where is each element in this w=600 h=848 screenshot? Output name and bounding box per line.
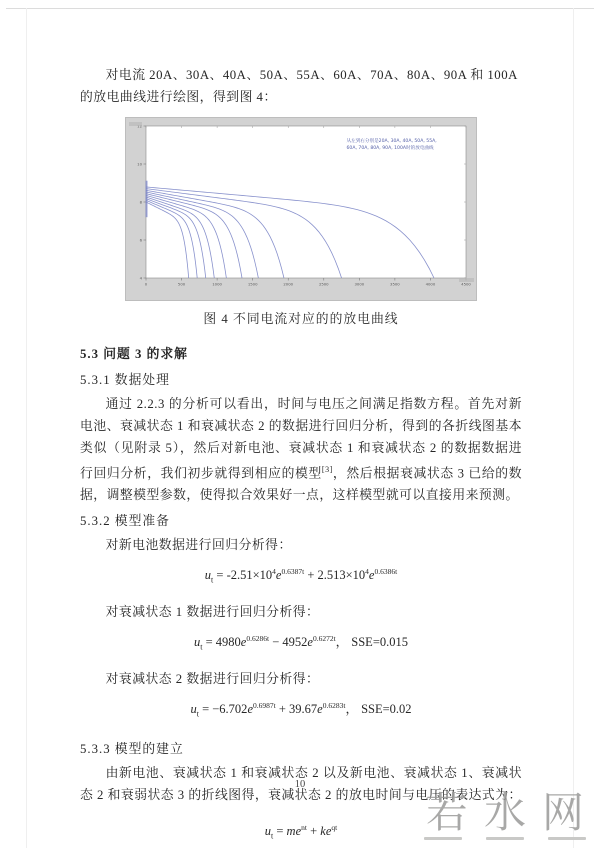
svg-text:2000: 2000 [283, 281, 294, 287]
svg-text:2500: 2500 [318, 281, 329, 287]
scan-edge [26, 8, 27, 848]
svg-text:1500: 1500 [247, 281, 258, 287]
svg-text:4000: 4000 [425, 281, 436, 287]
equation-state-1: $u_t = 4980e^{0.6286t} - 4952e^{0.6272t}$， SSE=0.015 [193, 633, 408, 652]
svg-text:3000: 3000 [354, 281, 365, 287]
svg-text:1000: 1000 [212, 281, 222, 287]
equation-new-battery: $u_t = -2.51\times 10^4e^{0.6387t} + 2.513\times 10^4e^{0.6386t}$ [204, 567, 398, 585]
figure-4 [125, 117, 477, 327]
scan-edge [6, 8, 594, 9]
figure-caption: 图 4 不同电流对应的的放电曲线 [203, 312, 399, 326]
svg-text:4500: 4500 [461, 281, 471, 287]
svg-text:6: 6 [139, 237, 142, 243]
page-number: 10 [294, 779, 306, 790]
regression-lead-state-1: 对衰减状态 1 数据进行回归分析得： [105, 604, 320, 619]
svg-text:500: 500 [177, 281, 186, 287]
section-5-3-1-paragraph: 通过 2.2.3 的分析可以看出，时间与电压之间满足指数方程。首先对新电池、衰减状态 1 和衰减状态 2 的数据进行回归分析，得到的各折线图基本类似（见附录 5），然后对新电池、衰减状态 1 和衰减状态 2 的数据数据进行回归分析，我们初步就得到相应的模型[3]，然后根据衰减状态 3 已给的数据，调整模型参数，使得拟合效果好一点，这样模型就可以直接用来预测。 [80, 397, 523, 503]
intro-paragraph: 对电流 20A、30A、40A、50A、55A、60A、70A、80A、90A 和 100A 的放电曲线进行绘图，得到图 4： [80, 68, 518, 104]
svg-text:8: 8 [139, 199, 142, 205]
discharge-curves-chart [125, 117, 477, 301]
svg-text:0: 0 [144, 281, 148, 287]
scan-edge [573, 8, 574, 848]
x-axis-label-smudge [459, 278, 474, 282]
watermark-text: 若水网 [425, 788, 600, 837]
regression-lead-new-battery: 对新电池数据进行回归分析得： [105, 538, 292, 553]
equation-state-2: $u_t = -6.702e^{0.6987t} + 39.67e^{0.6283t}$， SSE=0.02 [190, 700, 412, 719]
watermark-subtext-mark [486, 837, 524, 840]
watermark [420, 788, 600, 840]
section-5-3-3-heading: 5.3.3 模型的建立 [80, 742, 184, 757]
watermark-subtext-mark [424, 837, 462, 840]
regression-lead-state-2: 对衰减状态 2 数据进行回归分析得： [105, 671, 320, 686]
page-content [80, 64, 522, 848]
watermark-subtext-mark [548, 837, 586, 840]
section-5-3-2-heading: 5.3.2 模型准备 [80, 514, 170, 529]
svg-text:10: 10 [137, 161, 142, 167]
section-5-3-1-heading: 5.3.1 数据处理 [80, 373, 170, 387]
svg-text:3500: 3500 [390, 281, 400, 287]
svg-text:4: 4 [139, 275, 142, 281]
watermark-subtext-marks [420, 837, 590, 840]
section-5-3-3-paragraph: 由新电池、衰减状态 1 和衰减状态 2 以及新电池、衰减状态 1、衰减状态 2 和衰弱状态 3 的折线图得，衰减状态 2 的放电时间与电压的表达式为： [80, 766, 522, 803]
y-axis-label-smudge [129, 122, 142, 126]
chart-legend-annotation: 从左到右分别是20A, 30A, 40A, 50A, 55A, 60A, 70A, 80A, 90A, 100A时的放电曲线 [346, 139, 437, 152]
section-5-3-heading: 5.3 问题 3 的求解 [80, 347, 188, 361]
equation-model: $u_t = me^{nt} + ke^{qt}$ [264, 823, 338, 841]
